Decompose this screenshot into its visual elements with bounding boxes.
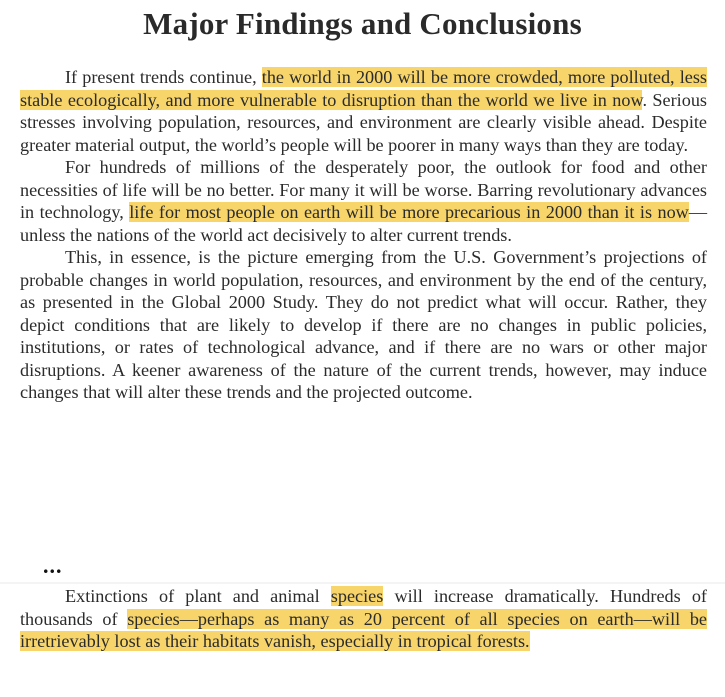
page-title: Major Findings and Conclusions — [143, 6, 582, 41]
paragraph-3: This, in essence, is the picture emerging from the U.S. Government’s projections of probable changes in world population, resources, and environment by the end of the century, as presented in the Global 2000 Study. They do not predict what will occur. Rather, they depict conditions that are likely to develop if there are no changes in public policies, institutions, or rates of technological advance, and if there are no wars or other major disruptions. A keener awareness of the nature of the current trends, however, may induce changes that will alter these trends and the projected outcome. — [20, 247, 707, 402]
highlighted-text: species — [330, 586, 384, 606]
highlighted-text: life for most people on earth will be more precarious in 2000 than it is now — [129, 202, 689, 222]
ellipsis: ... — [43, 553, 63, 578]
text-run: Extinctions of plant and animal — [65, 586, 331, 606]
text-run: If present trends continue, — [65, 67, 262, 87]
text-run: For hundreds of millions of the desperately poor, the outlook for food and other necessities of life will be no better. For many it will be worse. Barring revolutionary advances in technology, — [20, 157, 707, 222]
paragraph-1 — [20, 66, 707, 156]
text-run: . Serious stresses involving population, resources, and environment are clearly visible ahead. Despite greater material output, the world’s people will be poorer in many ways than they are today. — [20, 89, 707, 155]
paragraph-4 — [20, 585, 707, 653]
species-text — [20, 585, 707, 653]
section-divider — [0, 582, 725, 584]
text-run: will increase dramatically. Hundreds of thousands of — [20, 586, 707, 629]
highlighted-text: species—perhaps as many as 20 percent of all species on earth—will be irretrievably lost as their habitats vanish, especially in tropical forests. — [20, 608, 707, 651]
paragraph-2 — [20, 156, 707, 246]
highlighted-text: the world in 2000 will be more crowded, more polluted, less stable ecologically, and more vulnerable to disruption than the world we live in now — [20, 67, 707, 110]
text-run: —unless the nations of the world act decisively to alter current trends. — [20, 202, 707, 245]
findings-text — [20, 66, 707, 404]
